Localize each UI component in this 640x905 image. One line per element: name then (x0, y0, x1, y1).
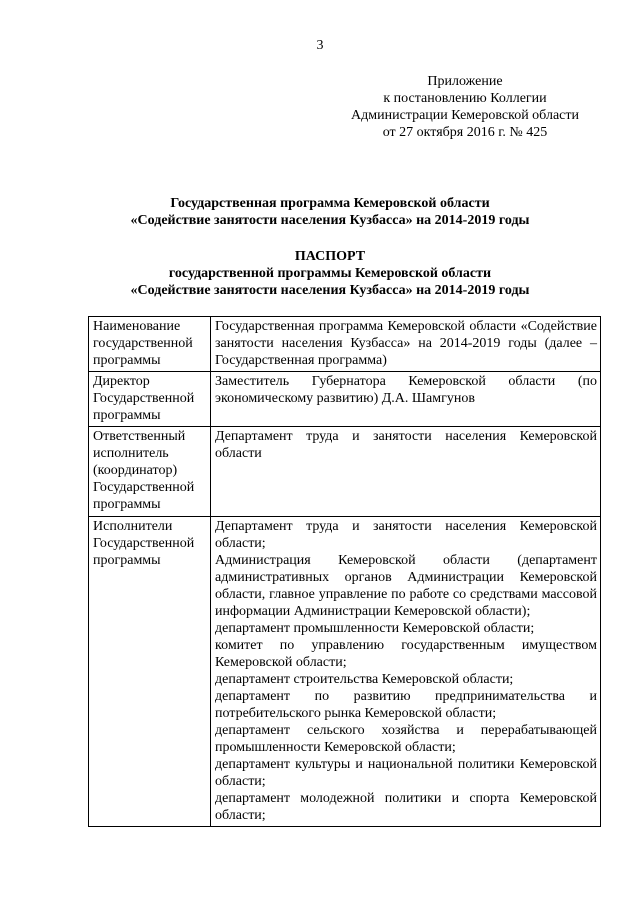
table-row (89, 317, 601, 372)
row-label: Директор Государственной программы (89, 372, 211, 427)
program-title-line: Государственная программа Кемеровской области (170, 196, 490, 211)
row-label: Исполнители Государственной программы (89, 517, 211, 827)
executor-item: Администрация Кемеровской области (департамент административных органов Администрации Кемеровской области, главное управление по работе со средствами массовой информации Администрации Кемеровской области); (215, 553, 597, 619)
row-value: Государственная программа Кемеровской области «Содействие занятости населения Кузбасса» на 2014-2019 годы (далее – Государственная программа) (211, 317, 601, 372)
executor-item: департамент промышленности Кемеровской области; (215, 621, 535, 636)
row-label: Наименование государственной программы (89, 317, 211, 372)
table-row (89, 427, 601, 517)
executors-list (211, 517, 601, 827)
appendix-line: к постановлению Коллегии (383, 91, 547, 106)
appendix-line: Администрации Кемеровской области (351, 108, 579, 123)
executor-item: департамент по развитию предпринимательства и потребительского рынка Кемеровской области; (215, 689, 597, 721)
row-value: Департамент труда и занятости населения Кемеровской области (211, 427, 601, 517)
passport-title (60, 248, 600, 299)
executor-item: департамент культуры и национальной политики Кемеровской области; (215, 757, 597, 789)
passport-subtitle-line: «Содействие занятости населения Кузбасса» на 2014-2019 годы (130, 283, 530, 298)
row-label: Ответственный исполнитель (координатор) Государственной программы (89, 427, 211, 517)
table-row (89, 517, 601, 827)
executor-item: департамент строительства Кемеровской области; (215, 672, 514, 687)
executor-item: комитет по управлению государственным имуществом Кемеровской области; (215, 638, 597, 670)
appendix-header (330, 73, 600, 141)
executor-item: департамент сельского хозяйства и перерабатывающей промышленности Кемеровской области; (215, 723, 597, 755)
table-row (89, 372, 601, 427)
passport-table (88, 316, 601, 827)
program-title-line: «Содействие занятости населения Кузбасса» на 2014-2019 годы (130, 213, 530, 228)
page-number: 3 (316, 38, 324, 53)
appendix-line: Приложение (427, 74, 503, 89)
appendix-line: от 27 октября 2016 г. № 425 (382, 125, 548, 140)
passport-subtitle-line: государственной программы Кемеровской области (168, 266, 492, 281)
passport-heading: ПАСПОРТ (294, 249, 366, 264)
program-title (60, 195, 600, 229)
executor-item: Департамент труда и занятости населения Кемеровской области; (215, 519, 597, 551)
executor-item: департамент молодежной политики и спорта Кемеровской области; (215, 791, 597, 823)
row-value: Заместитель Губернатора Кемеровской области (по экономическому развитию) Д.А. Шамгунов (211, 372, 601, 427)
